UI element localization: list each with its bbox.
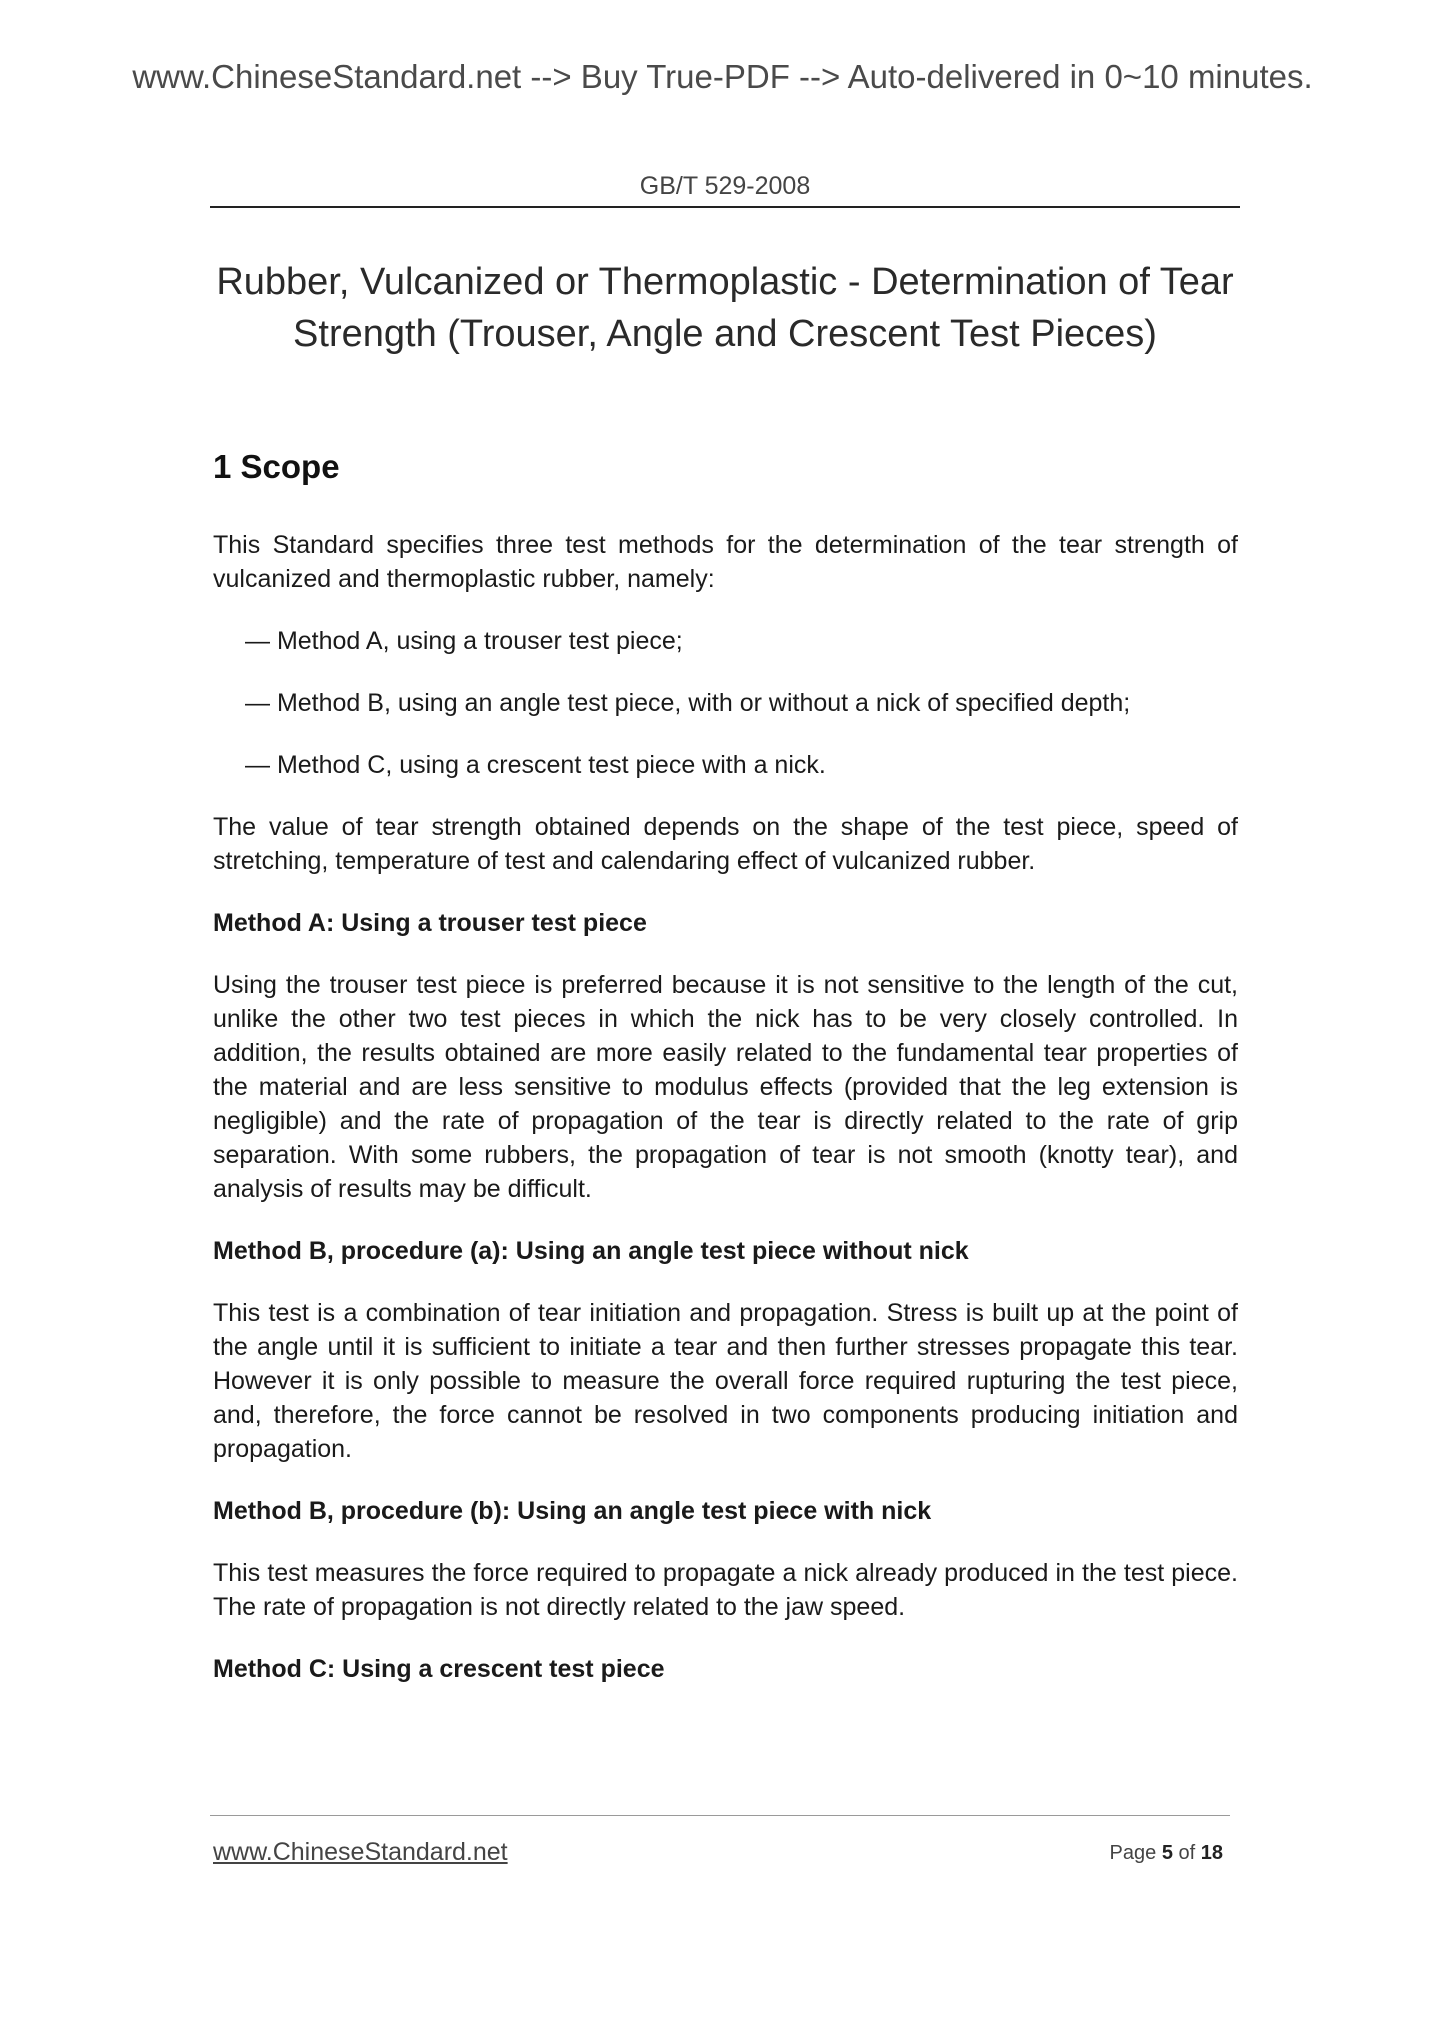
banner-link[interactable]: www.ChineseStandard.net --> Buy True-PDF --> Auto-delivered in 0~10 minutes. [132, 58, 1313, 95]
list-item-method-b: — Method B, using an angle test piece, with or without a nick of specified depth; [245, 689, 1131, 717]
method-b-a-text: This test is a combination of tear initiation and propagation. Stress is built up at the point of the angle until it is sufficient to initiate a tear and then further stresses propagate this tear. However it is only possible to measure the overall force required rupturing the test piece, and, therefore, the force cannot be resolved in two components producing initiation and propagation. [213, 1299, 1238, 1463]
methods-list [213, 624, 1238, 782]
method-b-b-heading: Method B, procedure (b): Using an angle test piece with nick [213, 1497, 932, 1525]
header-divider [210, 206, 1240, 208]
title-line-2: Strength (Trouser, Angle and Crescent Test Pieces) [293, 313, 1157, 355]
method-a-heading: Method A: Using a trouser test piece [213, 909, 647, 937]
list-item-method-c: — Method C, using a crescent test piece with a nick. [245, 751, 826, 779]
footer-divider [210, 1815, 1230, 1816]
page-current: 5 [1161, 1842, 1173, 1864]
page-label: Page [1109, 1842, 1157, 1864]
document-title [190, 256, 1260, 360]
page-of: of [1178, 1842, 1196, 1864]
list-item-method-a: — Method A, using a trouser test piece; [245, 627, 683, 655]
scope-intro: This Standard specifies three test methods for the determination of the tear strength of vulcanized and thermoplastic rubber, namely: [213, 531, 1238, 593]
page-number [1110, 1842, 1223, 1865]
footer-site-link[interactable]: www.ChineseStandard.net [213, 1838, 508, 1866]
page-total: 18 [1200, 1842, 1223, 1864]
standard-code: GB/T 529-2008 [639, 172, 811, 200]
section-heading-scope: 1 Scope [213, 448, 340, 485]
method-a-text: Using the trouser test piece is preferred because it is not sensitive to the length of the cut, unlike the other two test pieces in which the nick has to be very closely controlled. In addition, the results obtained are more easily related to the fundamental tear properties of the material and are less sensitive to modulus effects (provided that the leg extension is negligible) and the rate of propagation of the tear is directly related to the rate of grip separation. With some rubbers, the propagation of tear is not smooth (knotty tear), and analysis of results may be difficult. [213, 971, 1238, 1203]
method-c-heading: Method C: Using a crescent test piece [213, 1655, 665, 1683]
title-line-1: Rubber, Vulcanized or Thermoplastic - Determination of Tear [216, 261, 1234, 303]
tear-strength-dependency: The value of tear strength obtained depends on the shape of the test piece, speed of stretching, temperature of test and calendaring effect of vulcanized rubber. [213, 813, 1238, 875]
page-content [213, 448, 1238, 1714]
method-b-a-heading: Method B, procedure (a): Using an angle test piece without nick [213, 1237, 969, 1265]
method-b-b-text: This test measures the force required to propagate a nick already produced in the test piece. The rate of propagation is not directly related to the jaw speed. [213, 1559, 1238, 1621]
